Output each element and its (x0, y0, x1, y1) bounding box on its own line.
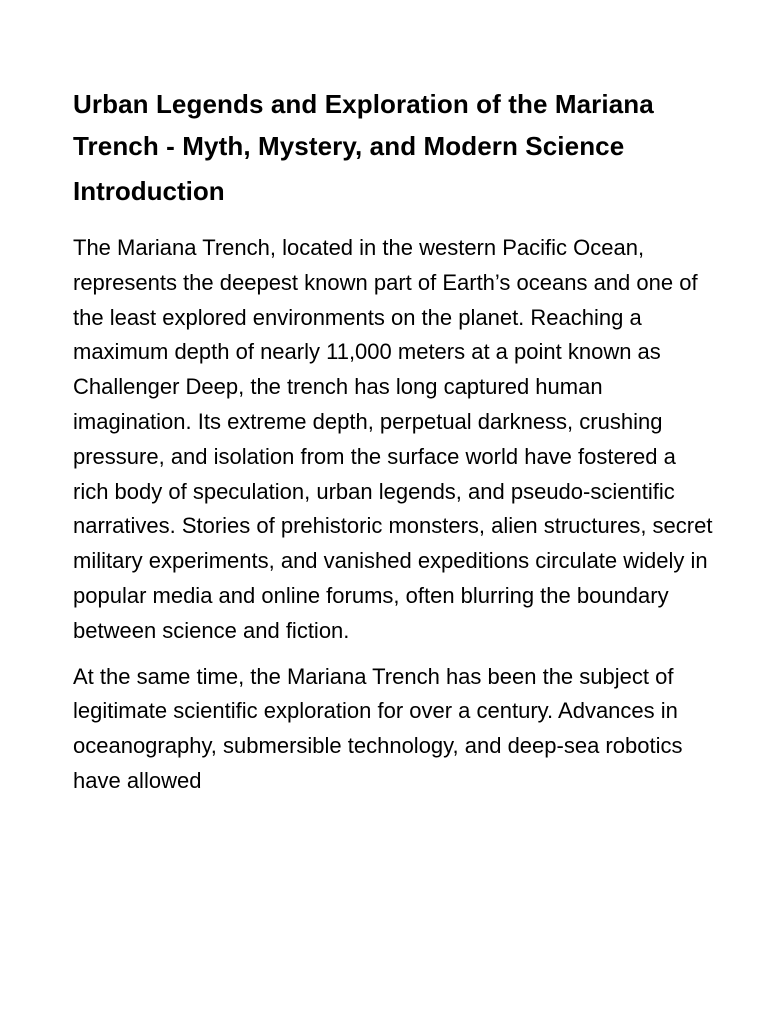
document-page (73, 83, 713, 799)
section-heading-introduction: Introduction (73, 176, 225, 206)
paragraph-2: At the same time, the Mariana Trench has been the subject of legitimate scientific exploration for over a century. Advances in oceanography, submersible technology, and deep-sea robotics have allowed (73, 663, 683, 793)
paragraph-1: The Mariana Trench, located in the western Pacific Ocean, represents the deepest known part of Earth’s oceans and one of the least explored environments on the planet. Reaching a maximum depth of nearly 11,000 meters at a point known as Challenger Deep, the trench has long captured human imagination. Its extreme depth, perpetual darkness, crushing pressure, and isolation from the surface world have fostered a rich body of speculation, urban legends, and pseudo-scientific narratives. Stories of prehistoric monsters, alien structures, secret military experiments, and vanished expeditions circulate widely in popular media and online forums, often blurring the boundary between science and fiction. (73, 235, 713, 643)
document-title: Urban Legends and Exploration of the Mariana Trench - Myth, Mystery, and Modern Science (73, 89, 654, 161)
